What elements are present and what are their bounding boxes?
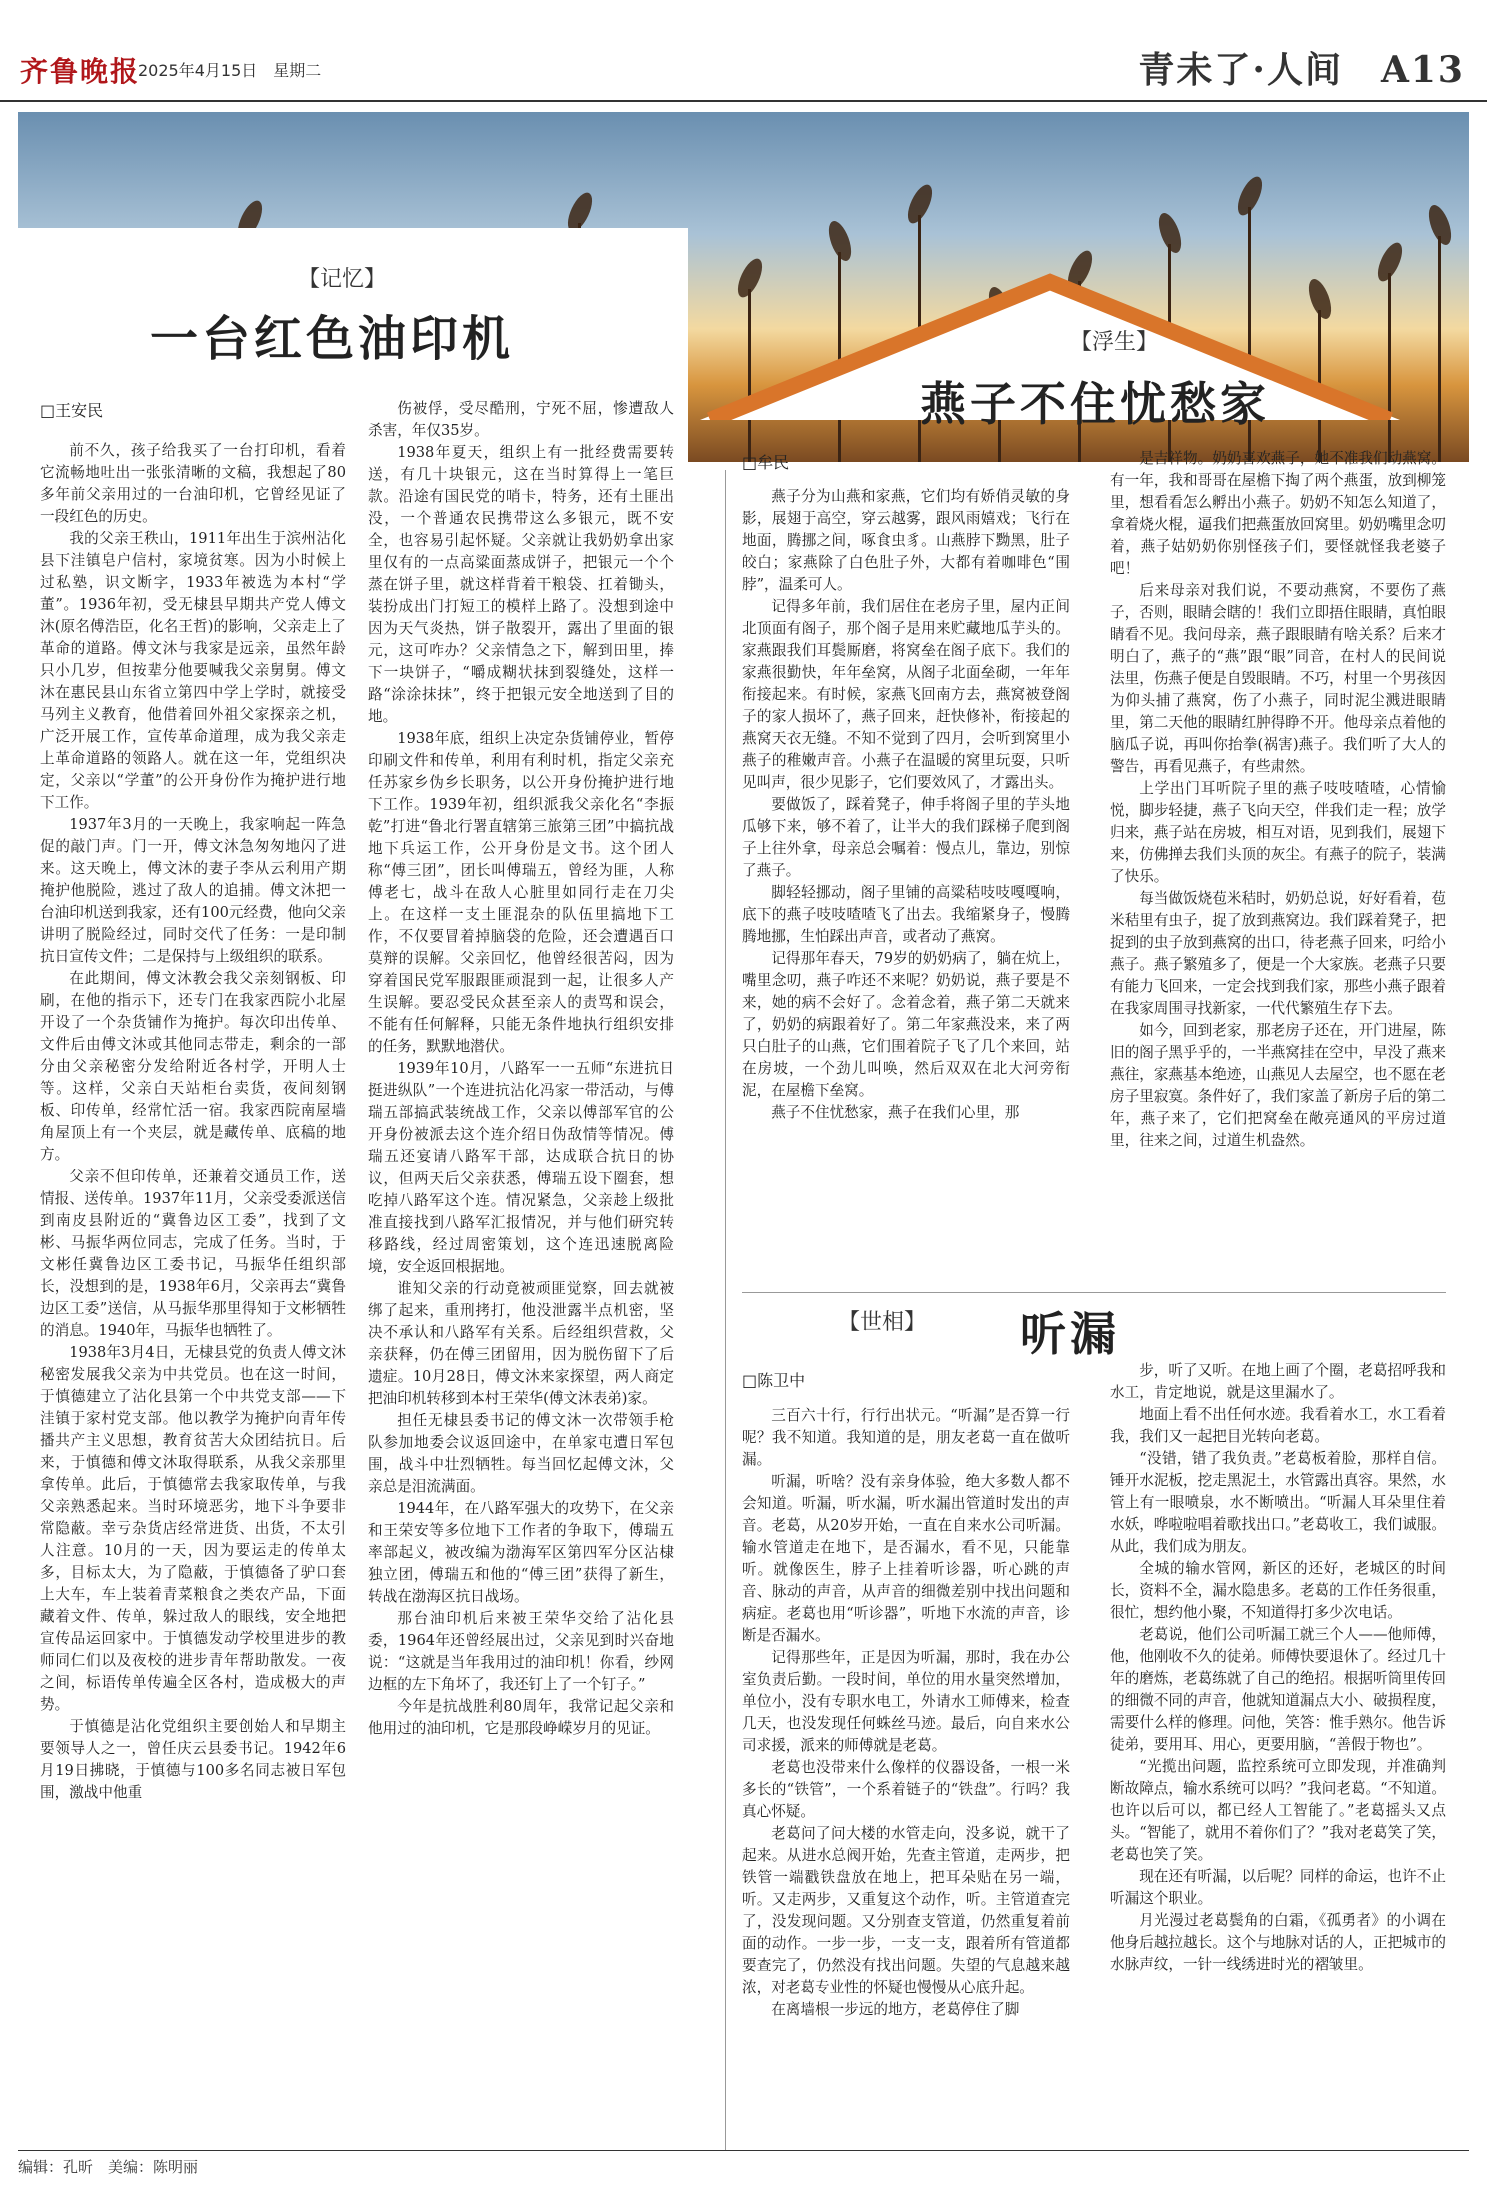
section-title: 青未了·人间 A13 — [1138, 49, 1465, 91]
paragraph: 老葛问了问大楼的水管走向，没多说，就干了起来。从进水总阀开始，先查主管道，走两步，把铁管一端戳铁盘放在地上，把耳朵贴在另一端，听。又走两步，又重复这个动作，听。主管道查完了，没发现问题。又分别查支管道，仍然重复着前面的动作。一步一步，一支一支，跟着所有管道都要查完了，仍然没有找出问题。失望的气息越来越浓，对老葛专业性的怀疑也慢慢从心底升起。 — [742, 1825, 1070, 1996]
paragraph: 如今，回到老家，那老房子还在，开门进屋，陈旧的阁子黑乎乎的，一半燕窝挂在空中，早没了燕来燕往，家燕基本绝迹，山燕见人去屋空，也不愿在老房子里寂寞。条件好了，我们家盖了新房子后的第二年，燕子来了，它们把窝垒在敞亮通风的平房过道里，往来之间，过道生机盎然。 — [1110, 1022, 1446, 1149]
article3-author: □陈卫中 — [742, 1371, 806, 1390]
article1-column-1 — [40, 440, 346, 2150]
paragraph: 伤被俘，受尽酷刑，宁死不屈，惨遭敌人杀害，年仅35岁。 — [368, 400, 674, 439]
paragraph: 在离墙根一步远的地方，老葛停住了脚 — [771, 2001, 1020, 2018]
article1-title: 一台红色油印机 — [150, 311, 515, 367]
article1-author: □王安民 — [40, 401, 104, 420]
paragraph: 燕子不住忧愁家，燕子在我们心里，那 — [771, 1104, 1020, 1121]
paragraph: 前不久，孩子给我买了一台打印机，看着它流畅地吐出一张张清晰的文稿，我想起了80多年前父亲用过的一台油印机，它曾经见证了一段红色的历史。 — [40, 442, 346, 525]
reed-head — [1154, 210, 1185, 256]
reed-head — [1424, 202, 1455, 248]
article2-column-2 — [1110, 448, 1446, 1286]
paragraph: 1939年10月，八路军一一五师“东进抗日挺进纵队”一个连进抗沾化冯家一带活动，与傅瑞五部搞武装统战工作，父亲以傅部军官的公开身份被派去这个连介绍日伪敌情等情况。傅瑞五还宴请八路军干部，达成联合抗日的协议，但两天后父亲获悉，傅瑞五设下圈套，想吃掉八路军这个连。情况紧急，父亲趁上级批准直接找到八路军汇报情况，并与他们研究转移路线，经过周密策划，这个连迅速脱离险境，安全返回根据地。 — [368, 1060, 674, 1275]
paragraph: 1937年3月的一天晚上，我家响起一阵急促的敲门声。门一开，傅文沐急匆匆地闪了进来。这天晚上，傅文沐的妻子李从云利用产期掩护他脱险，逃过了敌人的追捕。傅文沐把一台油印机送到我家，还有100元经费，他向父亲讲明了脱险经过，同时交代了任务：一是印制抗日宣传文件；二是保持与上级组织的联系。 — [40, 816, 346, 965]
paragraph: 脚轻轻挪动，阁子里铺的高粱秸吱吱嘎嘎响，底下的燕子吱吱喳喳飞了出去。我缩紧身子，慢腾腾地挪，生怕踩出声音，或者动了燕窝。 — [742, 884, 1070, 945]
paragraph: 1938年夏天，组织上有一批经费需要转送，有几十块银元，这在当时算得上一笔巨款。沿途有国民党的哨卡，特务，还有土匪出没，一个普通农民携带这么多银元，既不安全，也容易引起怀疑。父亲就让我奶奶拿出家里仅有的一点高粱面蒸成饼子，把银元一个个蒸在饼子里，就这样背着干粮袋、扛着锄头，装扮成出门打短工的模样上路了。没想到途中因为天气炎热，饼子散裂开，露出了里面的银元，这可咋办？父亲情急之下，解到田里，捧下一块饼子，“嚼成糊状抹到裂缝处，这样一路“涂涂抹抹”，终于把银元安全地送到了目的地。 — [368, 444, 674, 725]
paragraph: 在此期间，傅文沐教会我父亲刻钢板、印刷，在他的指示下，还专门在我家西院小北屋开设了一个杂货铺作为掩护。每次印出传单、文件后由傅文沐或其他同志带走，剩余的一部分由父亲秘密分发给附近各村学，开明人士等。这样，父亲白天站柜台卖货，夜间刻钢板、印传单，经常忙活一宿。我家西院南屋墙角屋顶上有一个夹层，就是藏传单、底稿的地方。 — [40, 970, 346, 1163]
paragraph: 月光漫过老葛鬓角的白霜，《孤勇者》的小调在他身后越拉越长。这个与地脉对话的人，正把城市的水脉声纹，一针一线绣进时光的褶皱里。 — [1110, 1912, 1446, 1973]
article3-tag: 【世相】 — [838, 1310, 927, 1335]
paragraph: 1944年，在八路军强大的攻势下，在父亲和王荣安等多位地下工作者的争取下，傅瑞五率部起义，被改编为渤海军区第四军分区沾棣独立团，傅瑞五和他的“傅三团”获得了新生，转战在渤海区抗日战场。 — [368, 1500, 674, 1605]
paragraph: 1938年3月4日，无棣县党的负责人傅文沐秘密发展我父亲为中共党员。也在这一时间，于慎德建立了沾化县第一个中共党支部——下洼镇于家村党支部。他以教学为掩护向青年传播共产主义思想，教育贫苦大众团结抗日。后来，于慎德和傅文沐取得联系，从我父亲那里拿传单。此后，于慎德常去我家取传单，与我父亲熟悉起来。当时环境恶劣，地下斗争要非常隐蔽。幸亏杂货店经常进货、出货，不太引人注意。10月的一天，因为要运走的传单太多，目标太大，为了隐蔽，于慎德备了驴口套上大车，车上装着青菜粮食之类农产品，下面藏着文件、传单，躲过敌人的眼线，安全地把宣传品运回家中。于慎德发动学校里进步的教师同仁们以及夜校的进步青年帮助散发。一夜之间，标语传单传遍全区各村，造成极大的声势。 — [40, 1344, 346, 1713]
paragraph: 记得那些年，正是因为听漏，那时，我在办公室负责后勤。一段时间，单位的用水量突然增加，单位小，没有专职水电工，外请水工师傅来，检查几天，也没发现任何蛛丝马迹。最后，向自来水公司求援，派来的师傅就是老葛。 — [742, 1649, 1070, 1754]
reed-head — [824, 218, 855, 264]
paragraph: 每当做饭烧苞米秸时，奶奶总说，好好看着，苞米秸里有虫子，捉了放到燕窝边。我们踩着凳子，把捉到的虫子放到燕窝的出口，待老燕子回来，叼给小燕子。燕子繁殖多了，便是一个大家族。老燕子只要有能力飞回来，一定会找到我们家，那些小燕子跟着在我家周围寻找新家，一代代繁殖生存下去。 — [1110, 890, 1446, 1017]
paragraph: 谁知父亲的行动竟被顽匪觉察，回去就被绑了起来，重刑拷打，他没泄露半点机密，坚决不承认和八路军有关系。后经组织营救，父亲获释，仍在傅三团留用，因为脱伤留下了后遗症。10月28日，傅文沐来家探望，两人商定把油印机转移到本村王荣华(傅文沐表弟)家。 — [368, 1280, 674, 1407]
article3-title: 听漏 — [1020, 1307, 1120, 1361]
masthead-rule — [0, 100, 1487, 102]
paragraph: 老葛说，他们公司听漏工就三个人——他师傅，他，他刚收不久的徒弟。师傅快要退休了。经过几十年的磨炼，老葛练就了自己的绝招。根据听筒里传回的细微不同的声音，他就知道漏点大小、破损程度，需要什么样的修理。问他，笑答：惟手熟尔。他告诉徒弟，要用耳、用心，更要用脑，“善假于物也”。 — [1110, 1626, 1446, 1753]
article1-column-2 — [368, 398, 674, 2150]
newspaper-logo: 齐鲁晚报 — [20, 55, 141, 88]
article2-author: □牟民 — [742, 453, 790, 472]
article2-title: 燕子不住忧愁家 — [920, 377, 1270, 431]
paragraph: 要做饭了，踩着凳子，伸手将阁子里的芋头地瓜够下来，够不着了，让半大的我们踩梯子爬到阁子上往外拿，母亲总会嘱着：慢点儿，靠边，别惊了燕子。 — [742, 796, 1070, 879]
paragraph: 今年是抗战胜利80周年，我常记起父亲和他用过的油印机，它是那段峥嵘岁月的见证。 — [368, 1698, 674, 1737]
paragraph: 燕子分为山燕和家燕，它们均有娇俏灵敏的身影，展翅于高空，穿云越雾，跟风雨嬉戏；飞行在地面，腾挪之间，啄食虫豸。山燕脖下黝黑，肚子皎白；家燕除了白色肚子外，大都有着咖啡色“围脖”，温柔可人。 — [742, 488, 1070, 593]
issue-date: 2025年4月15日 星期二 — [138, 61, 322, 80]
paragraph: 记得那年春天，79岁的奶奶病了，躺在炕上，嘴里念叨，燕子咋还不来呢？奶奶说，燕子要是不来，她的病不会好了。念着念着，燕子第二天就来了，奶奶的病跟着好了。第二年家燕没来，来了两只白肚子的山燕，它们围着院子飞了几个来回，站在房坡，一个劲儿叫唤，然后双双在北大河旁衔泥，在屋檐下垒窝。 — [742, 950, 1070, 1099]
paragraph: 1938年底，组织上决定杂货铺停业，暂停印刷文件和传单，利用有利时机，指定父亲充任苏家乡伪乡长职务，以公开身份掩护进行地下工作。1939年初，组织派我父亲化名“李振乾”打进“鲁北行署直辖第三旅第三团”中搞抗战地下兵运工作，公开身份是文书。这个团人称“傅三团”，团长叫傅瑞五，曾经为匪，人称傅老七，战斗在敌人心脏里如同行走在刀尖上。在这样一支土匪混杂的队伍里搞地下工作，不仅要冒着掉脑袋的危险，还会遭遇百口莫辩的误解。父亲回忆，他曾经很苦闷，因为穿着国民党军服跟匪顽混到一起，让很多人产生误解。要忍受民众甚至亲人的责骂和误会，不能有任何解释，只能无条件地执行组织安排的任务，默默地潜伏。 — [368, 730, 674, 1055]
paragraph: 于慎德是沾化党组织主要创始人和早期主要领导人之一，曾任庆云县委书记。1942年6月19日拂晓，于慎德与100多名同志被日军包围，激战中他重 — [40, 1718, 346, 1801]
paragraph: 听漏，听啥？没有亲身体验，绝大多数人都不会知道。听漏，听水漏，听水漏出管道时发出的声音。老葛，从20岁开始，一直在自来水公司听漏。输水管道走在地下，是否漏水，看不见，只能靠听。就像医生，脖子上挂着听诊器，听心跳的声音、脉动的声音，从声音的细微差别中找出问题和病症。老葛也用“听诊器”，听地下水流的声音，诊断是否漏水。 — [742, 1473, 1070, 1644]
column-divider — [725, 470, 726, 2150]
paragraph: “没错，错了我负责。”老葛板着脸，那样自信。锤开水泥板，挖走黑泥土，水管露出真容。果然，水管上有一眼喷泉，水不断喷出。“听漏人耳朵里住着水妖，哗啦啦唱着歌找出口。”老葛收工，我们诚服。从此，我们成为朋友。 — [1110, 1450, 1446, 1555]
paragraph: 地面上看不出任何水迹。我看着水工，水工看着我，我们又一起把目光转向老葛。 — [1110, 1406, 1446, 1445]
paragraph: 步，听了又听。在地上画了个圈，老葛招呼我和水工，肯定地说，就是这里漏水了。 — [1110, 1362, 1446, 1401]
article3-column-1 — [742, 1405, 1070, 2150]
article2-column-1 — [742, 486, 1070, 1286]
article2-tag: 【浮生】 — [1070, 330, 1159, 355]
paragraph: 是吉祥物。奶奶喜欢燕子，她不准我们动燕窝。有一年，我和哥哥在屋檐下掏了两个燕蛋，放到柳笼里，想看看怎么孵出小燕子。奶奶不知怎么知道了，拿着烧火棍，逼我们把燕蛋放回窝里。奶奶嘴里念叨着，燕子姑奶奶你别怪孩子们，要怪就怪我老婆子吧！ — [1110, 450, 1446, 577]
paragraph: 父亲不但印传单，还兼着交通员工作，送情报、送传单。1937年11月，父亲受委派送信到南皮县附近的“冀鲁边区工委”，找到了文彬、马振华两位同志，完成了任务。当时，于文彬任冀鲁边区工委书记，马振华任组织部长，没想到的是，1938年6月，父亲再去“冀鲁边区工委”送信，从马振华那里得知于文彬牺牲的消息。1940年，马振华也牺牲了。 — [40, 1168, 346, 1339]
paragraph: “光揽出问题，监控系统可立即发现，并准确判断故障点，输水系统可以吗？”我问老葛。“不知道。也许以后可以，都已经人工智能了。”老葛摇头又点头。“智能了，就用不着你们了？”我对老葛笑了笑，老葛也笑了笑。 — [1110, 1758, 1446, 1863]
article3-column-2 — [1110, 1360, 1446, 2150]
article1-tag: 【记忆】 — [298, 267, 387, 292]
footer-credits: 编辑：孔昕 美编：陈明丽 — [18, 2158, 199, 2176]
paragraph: 三百六十行，行行出状元。“听漏”是否算一行呢？我不知道。我知道的是，朋友老葛一直在做听漏。 — [742, 1407, 1070, 1468]
paragraph: 上学出门耳听院子里的燕子吱吱喳喳，心情愉悦，脚步轻捷，燕子飞向天空，伴我们走一程；放学归来，燕子站在房坡，相互对语，见到我们，展翅下来，仿佛掸去我们头顶的灰尘。有燕子的院子，装满了快乐。 — [1110, 780, 1446, 885]
paragraph: 记得多年前，我们居住在老房子里，屋内正间北顶面有阁子，那个阁子是用来贮藏地瓜芋头的。家燕跟我们耳鬓厮磨，将窝垒在阁子底下。我们的家燕很勤快，年年垒窝，从阁子北面垒砌，一年年衔接起来。有时候，家燕飞回南方去，燕窝被登阁子的家人损坏了，燕子回来，赶快修补，衔接起的燕窝天衣无缝。不知不觉到了四月，会听到窝里小燕子的稚嫩声音。小燕子在温暖的窝里玩耍，只听见叫声，很少见影子，它们要效风了，才露出头。 — [742, 598, 1070, 791]
reed-stem — [1438, 236, 1441, 462]
article-divider — [742, 1292, 1446, 1293]
paragraph: 担任无棣县委书记的傅文沐一次带领手枪队参加地委会议返回途中，在单家屯遭日军包围，战斗中壮烈牺牲。每当回忆起傅文沐，父亲总是泪流满面。 — [368, 1412, 674, 1495]
paragraph: 全城的输水管网，新区的还好，老城区的时间长，资料不全，漏水隐患多。老葛的工作任务很重，很忙，想约他小聚，不知道得打多少次电话。 — [1110, 1560, 1446, 1621]
footer-rule — [18, 2150, 1469, 2151]
paragraph: 老葛也没带来什么像样的仪器设备，一根一米多长的“铁管”，一个系着链子的“铁盘”。行吗？我真心怀疑。 — [742, 1759, 1070, 1820]
paragraph: 我的父亲王秩山，1911年出生于滨州沾化县下洼镇皂户信村，家境贫寒。因为小时候上过私塾，识文断字，1933年被选为本村“学董”。1936年初，受无棣县早期共产党人傅文沐(原名傅浩臣，化名王哲)的影响，父亲走上了革命的道路。傅文沐与我家是远亲，虽然年龄只小几岁，但按辈分他要喊我父亲舅舅。傅文沐在惠民县山东省立第四中学上学时，就接受马列主义教育，他借着回外祖父家探亲之机，广泛开展工作，宣传革命道理，成为我父亲走上革命道路的领路人。就在这一年，党组织决定，父亲以“学董”的公开身份作为掩护进行地下工作。 — [40, 530, 346, 811]
paragraph: 后来母亲对我们说，不要动燕窝，不要伤了燕子，否则，眼睛会瞎的！我们立即捂住眼睛，真怕眼睛看不见。我问母亲，燕子跟眼睛有啥关系？后来才明白了，燕子的“燕”跟“眼”同音，在村人的民间说法里，伤燕子便是自毁眼睛。不巧，村里一个男孩因为仰头捕了燕窝，伤了小燕子，同时泥尘溅进眼睛里，第二天他的眼睛红肿得睁不开。他母亲点着他的脑瓜子说，再叫你抬拳(祸害)燕子。我们听了大人的警告，再看见燕子，有些肃然。 — [1110, 582, 1446, 775]
paragraph: 现在还有听漏，以后呢？同样的命运，也许不止听漏这个职业。 — [1110, 1868, 1446, 1907]
paragraph: 那台油印机后来被王荣华交给了沾化县委，1964年还曾经展出过，父亲见到时兴奋地说：“这就是当年我用过的油印机！你看，纱网边框的左下角坏了，我还钉上了一个钉子。” — [368, 1610, 674, 1693]
